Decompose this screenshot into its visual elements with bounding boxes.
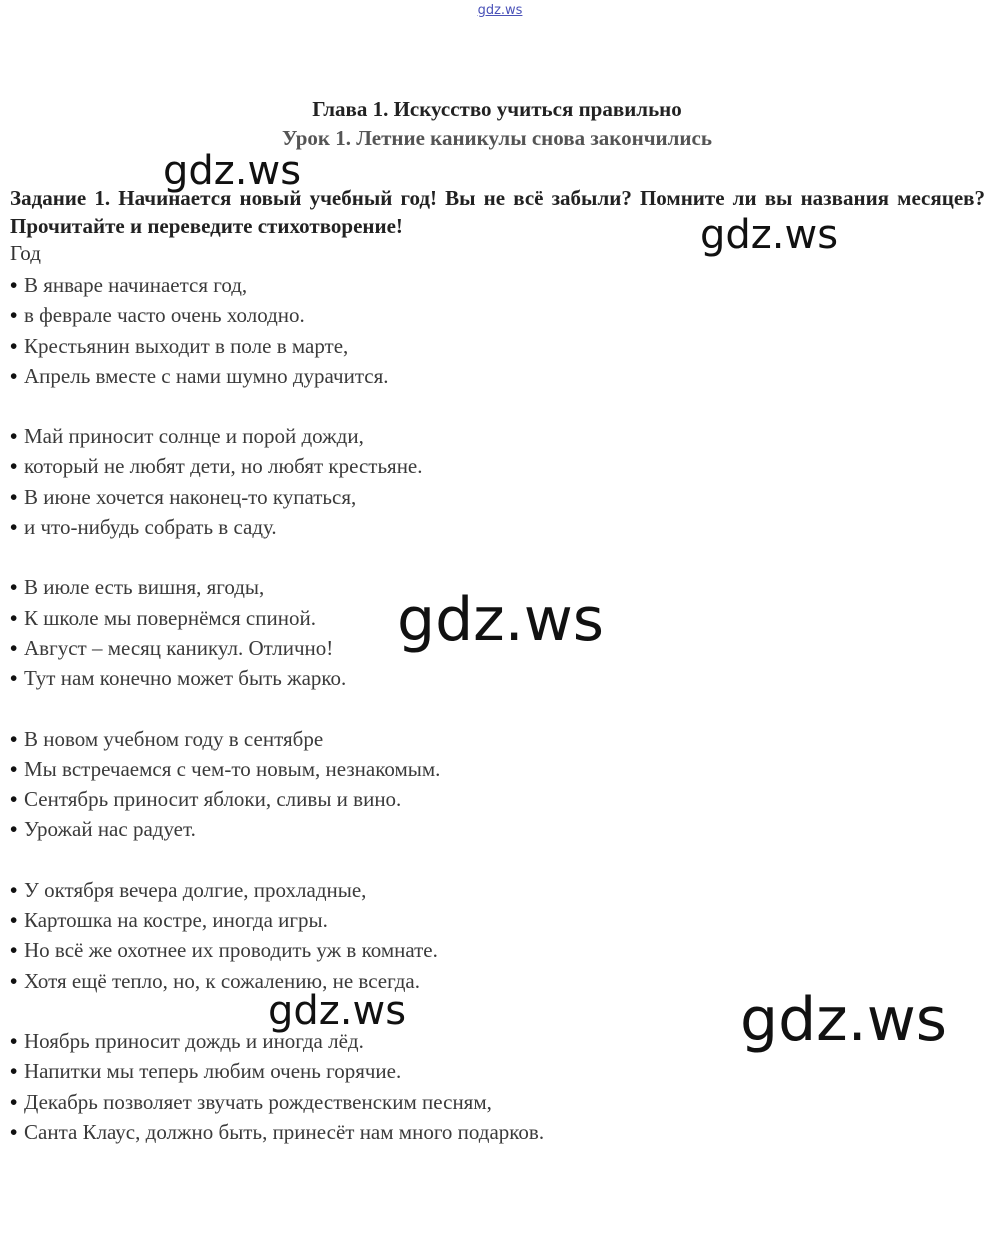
bullet-icon: • xyxy=(10,877,18,902)
bullet-icon: • xyxy=(10,303,18,328)
poem-line-text: Май приносит солнце и порой дожди, xyxy=(24,424,364,449)
lesson-title: Урок 1. Летние каникулы снова закончились xyxy=(282,126,712,150)
poem-line xyxy=(10,784,910,814)
bullet-icon: • xyxy=(10,787,18,812)
chapter-title: Глава 1. Искусство учиться правильно xyxy=(312,97,682,121)
poem-line xyxy=(10,512,910,542)
bullet-icon: • xyxy=(10,817,18,842)
bullet-icon: • xyxy=(10,424,18,449)
bullet-icon: • xyxy=(10,363,18,388)
poem-line xyxy=(10,331,910,361)
poem-line-text: В июне хочется наконец-то купаться, xyxy=(24,484,357,509)
poem-line-text: Хотя ещё тепло, но, к сожалению, не всегда. xyxy=(24,968,420,993)
poem-line xyxy=(10,270,910,300)
bullet-icon: • xyxy=(10,515,18,540)
poem-line xyxy=(10,875,910,905)
poem-line-text: Картошка на костре, иногда игры. xyxy=(24,908,328,933)
bullet-icon: • xyxy=(10,666,18,691)
bullet-icon: • xyxy=(10,454,18,479)
bullet-icon: • xyxy=(10,605,18,630)
poem-line-text: Урожай нас радует. xyxy=(24,817,196,842)
poem-line xyxy=(10,814,910,844)
poem-line-text: который не любят дети, но любят крестьяне. xyxy=(24,454,423,479)
poem-line-text: В новом учебном году в сентябре xyxy=(24,726,324,751)
bullet-icon: • xyxy=(10,1089,18,1114)
poem-line-text: Крестьянин выходит в поле в марте, xyxy=(24,333,349,358)
poem-line xyxy=(10,1056,910,1086)
poem-line xyxy=(10,1087,910,1117)
poem-line-text: К школе мы повернёмся спиной. xyxy=(24,605,316,630)
watermark: gdz.ws xyxy=(740,985,948,1055)
poem-line-text: У октября вечера долгие, прохладные, xyxy=(24,877,367,902)
poem-line-text: Ноябрь приносит дождь и иногда лёд. xyxy=(24,1028,364,1053)
poem-line-text: Сентябрь приносит яблоки, сливы и вино. xyxy=(24,787,402,812)
poem-line-text: Мы встречаемся с чем-то новым, незнакомым. xyxy=(24,756,441,781)
bullet-icon: • xyxy=(10,1059,18,1084)
bullet-icon: • xyxy=(10,575,18,600)
poem-line-text: и что-нибудь собрать в саду. xyxy=(24,515,277,540)
poem-line xyxy=(10,361,910,391)
poem-line xyxy=(10,905,910,935)
poem-line xyxy=(10,482,910,512)
bullet-icon: • xyxy=(10,1028,18,1053)
poem-line-text: Напитки мы теперь любим очень горячие. xyxy=(24,1059,402,1084)
site-link[interactable]: gdz.ws xyxy=(477,3,523,18)
bullet-icon: • xyxy=(10,635,18,660)
poem-line xyxy=(10,663,910,693)
poem-line xyxy=(10,451,910,481)
poem-title: Год xyxy=(10,241,41,265)
bullet-icon: • xyxy=(10,908,18,933)
watermark: gdz.ws xyxy=(268,988,407,1034)
bullet-icon: • xyxy=(10,333,18,358)
poem-stanza xyxy=(10,270,910,391)
poem-line-text: Декабрь позволяет звучать рождественским песням, xyxy=(24,1089,492,1114)
poem-line xyxy=(10,754,910,784)
bullet-icon: • xyxy=(10,968,18,993)
poem-stanza xyxy=(10,875,910,996)
bullet-icon: • xyxy=(10,938,18,963)
poem-line-text: Санта Клаус, должно быть, принесёт нам много подарков. xyxy=(24,1119,545,1144)
poem-line-text: в феврале часто очень холодно. xyxy=(24,303,305,328)
watermark: gdz.ws xyxy=(163,148,302,194)
poem-line xyxy=(10,421,910,451)
poem-stanza xyxy=(10,421,910,542)
poem-line-text: Август – месяц каникул. Отлично! xyxy=(24,635,334,660)
task-instructions: Задание 1. Начинается новый учебный год! Вы не всё забыли? Помните ли вы названия месяцев? Прочитайте и переведите стихотворение! xyxy=(10,186,985,238)
poem-line-text: Апрель вместе с нами шумно дурачится. xyxy=(24,363,389,388)
bullet-icon: • xyxy=(10,273,18,297)
poem-line xyxy=(10,300,910,330)
bullet-icon: • xyxy=(10,726,18,751)
poem-line-text: В июле есть вишня, ягоды, xyxy=(24,575,265,600)
poem-line xyxy=(10,935,910,965)
poem-line-text: Тут нам конечно может быть жарко. xyxy=(24,666,347,691)
bullet-icon: • xyxy=(10,1119,18,1144)
watermark: gdz.ws xyxy=(700,212,839,258)
bullet-icon: • xyxy=(10,756,18,781)
poem-line-text: Но всё же охотнее их проводить уж в комнате. xyxy=(24,938,438,963)
bullet-icon: • xyxy=(10,484,18,509)
poem-line xyxy=(10,724,910,754)
poem-stanza xyxy=(10,724,910,845)
poem-line xyxy=(10,1117,910,1147)
watermark: gdz.ws xyxy=(397,585,605,655)
poem-line-text: В январе начинается год, xyxy=(24,273,248,297)
